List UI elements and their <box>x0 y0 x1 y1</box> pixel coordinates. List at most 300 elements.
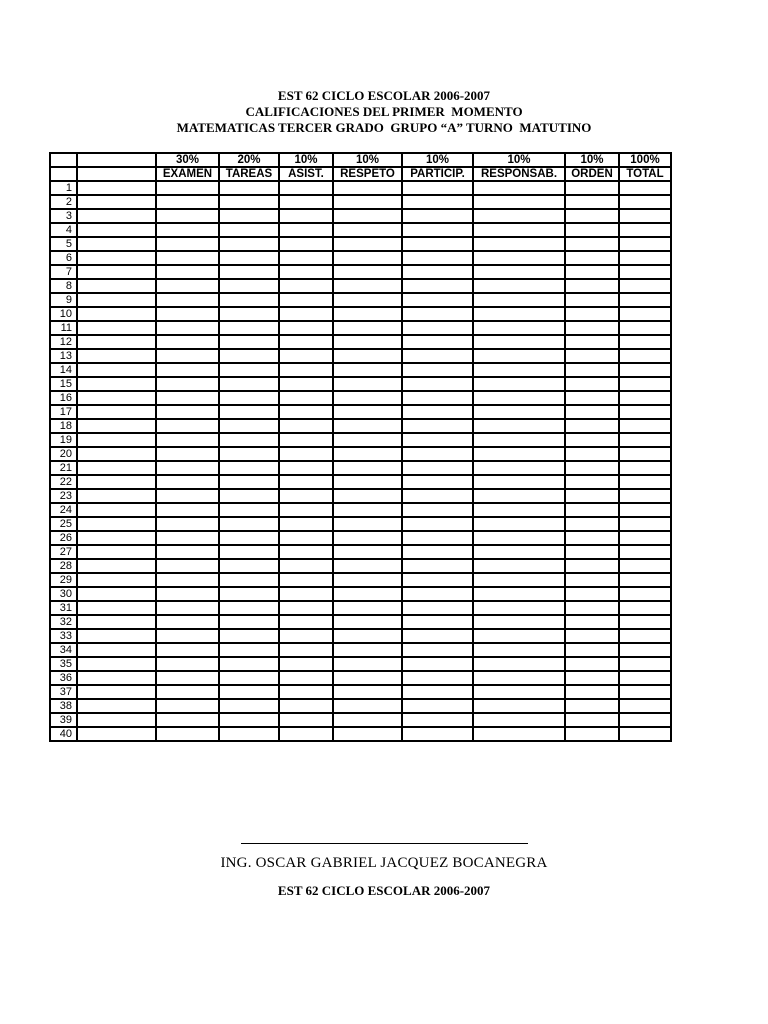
grade-cell <box>473 419 565 433</box>
grade-cell <box>619 265 671 279</box>
grade-cell <box>473 503 565 517</box>
grade-cell <box>279 377 333 391</box>
grade-cell <box>473 643 565 657</box>
grade-cell <box>473 363 565 377</box>
grade-cell <box>402 293 473 307</box>
grade-cell <box>473 489 565 503</box>
row-number: 3 <box>50 209 77 223</box>
student-name-cell <box>77 321 156 335</box>
grade-cell <box>473 237 565 251</box>
row-number: 1 <box>50 181 77 195</box>
row-number: 25 <box>50 517 77 531</box>
grade-cell <box>333 363 402 377</box>
grade-cell <box>619 209 671 223</box>
table-row <box>50 279 671 293</box>
grade-cell <box>156 559 219 573</box>
grade-cell <box>473 461 565 475</box>
grade-cell <box>619 685 671 699</box>
grade-cell <box>279 195 333 209</box>
grade-cell <box>333 307 402 321</box>
grade-cell <box>402 237 473 251</box>
student-name-cell <box>77 685 156 699</box>
grade-cell <box>402 251 473 265</box>
grade-cell <box>565 615 619 629</box>
student-name-cell <box>77 545 156 559</box>
grade-cell <box>156 629 219 643</box>
row-number: 4 <box>50 223 77 237</box>
grade-cell <box>402 629 473 643</box>
grade-cell <box>402 195 473 209</box>
row-number: 11 <box>50 321 77 335</box>
grade-cell <box>333 587 402 601</box>
grade-cell <box>279 713 333 727</box>
table-row <box>50 559 671 573</box>
grade-cell <box>279 349 333 363</box>
grade-cell <box>565 727 619 741</box>
grade-cell <box>333 433 402 447</box>
row-number: 7 <box>50 265 77 279</box>
grade-cell <box>402 559 473 573</box>
grade-cell <box>156 195 219 209</box>
grade-cell <box>565 405 619 419</box>
grade-cell <box>279 545 333 559</box>
grade-cell <box>279 643 333 657</box>
student-name-cell <box>77 727 156 741</box>
table-row <box>50 475 671 489</box>
grade-cell <box>333 279 402 293</box>
table-row <box>50 195 671 209</box>
grade-cell <box>565 517 619 531</box>
table-row <box>50 601 671 615</box>
table-row <box>50 643 671 657</box>
grade-cell <box>473 195 565 209</box>
grade-cell <box>279 489 333 503</box>
grade-cell <box>219 335 279 349</box>
grade-cell <box>279 503 333 517</box>
grade-cell <box>402 531 473 545</box>
grade-cell <box>333 237 402 251</box>
student-name-cell <box>77 573 156 587</box>
row-number: 15 <box>50 377 77 391</box>
grade-cell <box>219 713 279 727</box>
grade-cell <box>565 601 619 615</box>
student-name-cell <box>77 363 156 377</box>
grade-cell <box>565 307 619 321</box>
grade-cell <box>279 209 333 223</box>
row-number: 22 <box>50 475 77 489</box>
grade-cell <box>402 615 473 629</box>
grade-cell <box>402 419 473 433</box>
grade-cell <box>565 335 619 349</box>
grade-cell <box>402 699 473 713</box>
grade-cell <box>473 559 565 573</box>
student-name-cell <box>77 713 156 727</box>
grade-cell <box>473 601 565 615</box>
grade-cell <box>333 489 402 503</box>
table-row <box>50 489 671 503</box>
table-row <box>50 531 671 545</box>
grade-cell <box>473 307 565 321</box>
grade-cell <box>279 615 333 629</box>
table-row <box>50 391 671 405</box>
student-name-cell <box>77 335 156 349</box>
student-name-cell <box>77 587 156 601</box>
grade-cell <box>219 237 279 251</box>
grade-cell <box>219 727 279 741</box>
student-name-cell <box>77 349 156 363</box>
grade-cell <box>619 223 671 237</box>
grade-cell <box>219 181 279 195</box>
grade-cell <box>219 293 279 307</box>
grade-cell <box>619 321 671 335</box>
grade-cell <box>402 447 473 461</box>
row-number: 14 <box>50 363 77 377</box>
grade-cell <box>156 363 219 377</box>
heading-school-year: EST 62 CICLO ESCOLAR 2006-2007 <box>277 88 491 103</box>
column-total: TOTAL <box>619 167 671 181</box>
signer-name: ING. OSCAR GABRIEL JACQUEZ BOCANEGRA <box>220 855 548 871</box>
grade-cell <box>279 307 333 321</box>
grade-cell <box>333 573 402 587</box>
grade-cell <box>565 251 619 265</box>
column-orden: ORDEN <box>565 167 619 181</box>
grade-cell <box>156 237 219 251</box>
grade-cell <box>219 377 279 391</box>
grade-cell <box>333 475 402 489</box>
grade-cell <box>333 419 402 433</box>
row-number: 18 <box>50 419 77 433</box>
grade-cell <box>402 265 473 279</box>
row-number: 26 <box>50 531 77 545</box>
grade-cell <box>402 671 473 685</box>
grade-cell <box>333 321 402 335</box>
table-row <box>50 517 671 531</box>
table-row <box>50 657 671 671</box>
grade-cell <box>619 237 671 251</box>
row-number: 27 <box>50 545 77 559</box>
student-name-cell <box>77 657 156 671</box>
student-name-cell <box>77 461 156 475</box>
student-name-cell <box>77 517 156 531</box>
grade-cell <box>279 685 333 699</box>
grade-cell <box>473 209 565 223</box>
student-name-cell <box>77 531 156 545</box>
grade-cell <box>279 405 333 419</box>
grade-cell <box>402 433 473 447</box>
grade-cell <box>156 251 219 265</box>
student-name-cell <box>77 447 156 461</box>
grade-cell <box>402 461 473 475</box>
grade-cell <box>156 209 219 223</box>
grade-cell <box>619 573 671 587</box>
grade-cell <box>619 279 671 293</box>
grade-cell <box>219 391 279 405</box>
grade-cell <box>565 195 619 209</box>
grade-cell <box>565 475 619 489</box>
grade-cell <box>219 615 279 629</box>
row-number: 30 <box>50 587 77 601</box>
grade-cell <box>219 531 279 545</box>
grade-cell <box>473 545 565 559</box>
grade-cell <box>619 475 671 489</box>
column-asistencia: ASIST. <box>279 167 333 181</box>
grade-cell <box>156 265 219 279</box>
table-row <box>50 545 671 559</box>
grade-cell <box>619 307 671 321</box>
row-number-header-cell <box>50 167 77 181</box>
grade-cell <box>619 195 671 209</box>
grade-cell <box>565 237 619 251</box>
table-row <box>50 461 671 475</box>
grade-cell <box>219 475 279 489</box>
grade-cell <box>619 461 671 475</box>
grade-cell <box>565 559 619 573</box>
grade-cell <box>473 377 565 391</box>
grade-cell <box>402 335 473 349</box>
grade-cell <box>402 349 473 363</box>
grade-cell <box>333 251 402 265</box>
grade-cell <box>473 713 565 727</box>
grade-cell <box>473 615 565 629</box>
grade-cell <box>156 433 219 447</box>
grade-cell <box>402 475 473 489</box>
weight-tareas: 20% <box>219 153 279 167</box>
grade-cell <box>156 531 219 545</box>
grade-cell <box>219 643 279 657</box>
table-row <box>50 251 671 265</box>
table-row <box>50 615 671 629</box>
table-row <box>50 223 671 237</box>
grade-cell <box>219 321 279 335</box>
grade-cell <box>219 419 279 433</box>
table-row <box>50 265 671 279</box>
grade-cell <box>619 349 671 363</box>
student-name-cell <box>77 643 156 657</box>
student-name-cell <box>77 475 156 489</box>
grade-cell <box>619 377 671 391</box>
student-name-cell <box>77 181 156 195</box>
grade-cell <box>565 489 619 503</box>
student-name-cell <box>77 391 156 405</box>
row-number: 29 <box>50 573 77 587</box>
grade-cell <box>333 293 402 307</box>
grade-cell <box>473 629 565 643</box>
grade-cell <box>402 517 473 531</box>
grade-cell <box>219 587 279 601</box>
grade-cell <box>333 559 402 573</box>
grade-cell <box>156 545 219 559</box>
grade-cell <box>619 447 671 461</box>
table-row <box>50 321 671 335</box>
table-row <box>50 405 671 419</box>
grade-cell <box>619 391 671 405</box>
grade-cell <box>333 685 402 699</box>
weights-row <box>50 153 671 167</box>
grade-cell <box>156 279 219 293</box>
grade-cell <box>279 671 333 685</box>
grade-cell <box>333 517 402 531</box>
grade-cell <box>619 601 671 615</box>
grade-cell <box>219 223 279 237</box>
grade-cell <box>619 181 671 195</box>
row-number: 40 <box>50 727 77 741</box>
student-name-cell <box>77 601 156 615</box>
grade-cell <box>402 545 473 559</box>
table-row <box>50 727 671 741</box>
grade-cell <box>156 587 219 601</box>
grade-cell <box>473 349 565 363</box>
row-number-header-cell <box>50 153 77 167</box>
grade-cell <box>619 699 671 713</box>
row-number: 19 <box>50 433 77 447</box>
grade-cell <box>156 475 219 489</box>
heading-subject-group: MATEMATICAS TERCER GRADO GRUPO “A” TURNO MATUTINO <box>176 120 592 135</box>
grade-cell <box>402 307 473 321</box>
grade-cell <box>279 447 333 461</box>
grade-cell <box>402 587 473 601</box>
grade-cell <box>279 251 333 265</box>
grade-cell <box>402 181 473 195</box>
table-row <box>50 209 671 223</box>
grade-cell <box>219 699 279 713</box>
grade-cell <box>279 181 333 195</box>
table-row <box>50 293 671 307</box>
grade-cell <box>333 391 402 405</box>
student-name-cell <box>77 629 156 643</box>
grade-cell <box>156 643 219 657</box>
student-name-header-cell <box>77 167 156 181</box>
grade-cell <box>473 321 565 335</box>
weight-asistencia: 10% <box>279 153 333 167</box>
grade-cell <box>219 433 279 447</box>
grade-cell <box>333 713 402 727</box>
grade-cell <box>402 321 473 335</box>
table-row <box>50 237 671 251</box>
student-name-cell <box>77 405 156 419</box>
grade-cell <box>565 587 619 601</box>
grade-cell <box>156 377 219 391</box>
grade-cell <box>565 685 619 699</box>
grade-cell <box>473 685 565 699</box>
student-name-cell <box>77 489 156 503</box>
grade-cell <box>156 573 219 587</box>
row-number: 9 <box>50 293 77 307</box>
row-number: 2 <box>50 195 77 209</box>
grade-cell <box>619 531 671 545</box>
grade-cell <box>565 531 619 545</box>
grade-cell <box>333 377 402 391</box>
grade-cell <box>473 391 565 405</box>
grade-cell <box>333 727 402 741</box>
row-number: 20 <box>50 447 77 461</box>
grade-cell <box>333 349 402 363</box>
grade-cell <box>473 699 565 713</box>
student-name-cell <box>77 251 156 265</box>
grade-cell <box>473 727 565 741</box>
grade-cell <box>219 251 279 265</box>
grade-cell <box>219 195 279 209</box>
grade-cell <box>565 363 619 377</box>
grade-cell <box>619 629 671 643</box>
grade-cell <box>402 685 473 699</box>
row-number: 8 <box>50 279 77 293</box>
row-number: 36 <box>50 671 77 685</box>
grade-cell <box>333 629 402 643</box>
grade-cell <box>219 545 279 559</box>
grade-cell <box>473 531 565 545</box>
grade-cell <box>402 405 473 419</box>
grade-cell <box>333 447 402 461</box>
grade-cell <box>565 223 619 237</box>
grade-cell <box>619 503 671 517</box>
grade-cell <box>473 433 565 447</box>
grade-cell <box>473 265 565 279</box>
student-name-cell <box>77 223 156 237</box>
grade-cell <box>333 223 402 237</box>
grade-cell <box>402 657 473 671</box>
grade-cell <box>473 517 565 531</box>
grade-cell <box>333 335 402 349</box>
student-name-cell <box>77 237 156 251</box>
student-name-cell <box>77 293 156 307</box>
grade-cell <box>619 335 671 349</box>
grade-cell <box>402 643 473 657</box>
grade-cell <box>402 377 473 391</box>
grade-cell <box>333 545 402 559</box>
grade-cell <box>279 517 333 531</box>
grade-cell <box>219 209 279 223</box>
grade-cell <box>279 461 333 475</box>
grade-cell <box>473 279 565 293</box>
grade-cell <box>156 335 219 349</box>
row-number: 17 <box>50 405 77 419</box>
column-names-row <box>50 167 671 181</box>
row-number: 13 <box>50 349 77 363</box>
table-row <box>50 307 671 321</box>
row-number: 21 <box>50 461 77 475</box>
grade-cell <box>473 251 565 265</box>
student-name-cell <box>77 559 156 573</box>
grade-cell <box>219 517 279 531</box>
grade-cell <box>333 181 402 195</box>
grade-cell <box>279 391 333 405</box>
grade-cell <box>279 573 333 587</box>
grade-cell <box>219 503 279 517</box>
grade-cell <box>219 279 279 293</box>
grade-cell <box>156 461 219 475</box>
column-examen: EXAMEN <box>156 167 219 181</box>
row-number: 12 <box>50 335 77 349</box>
student-name-cell <box>77 615 156 629</box>
grade-cell <box>565 699 619 713</box>
grade-cell <box>279 699 333 713</box>
grades-table <box>49 152 672 742</box>
grade-cell <box>402 601 473 615</box>
table-row <box>50 181 671 195</box>
grade-cell <box>279 293 333 307</box>
grade-cell <box>156 419 219 433</box>
grade-cell <box>219 657 279 671</box>
grade-cell <box>473 405 565 419</box>
grade-cell <box>619 433 671 447</box>
student-name-cell <box>77 209 156 223</box>
grade-cell <box>219 559 279 573</box>
grade-cell <box>565 447 619 461</box>
grade-cell <box>279 727 333 741</box>
grade-cell <box>565 391 619 405</box>
grade-cell <box>473 657 565 671</box>
grade-cell <box>333 195 402 209</box>
